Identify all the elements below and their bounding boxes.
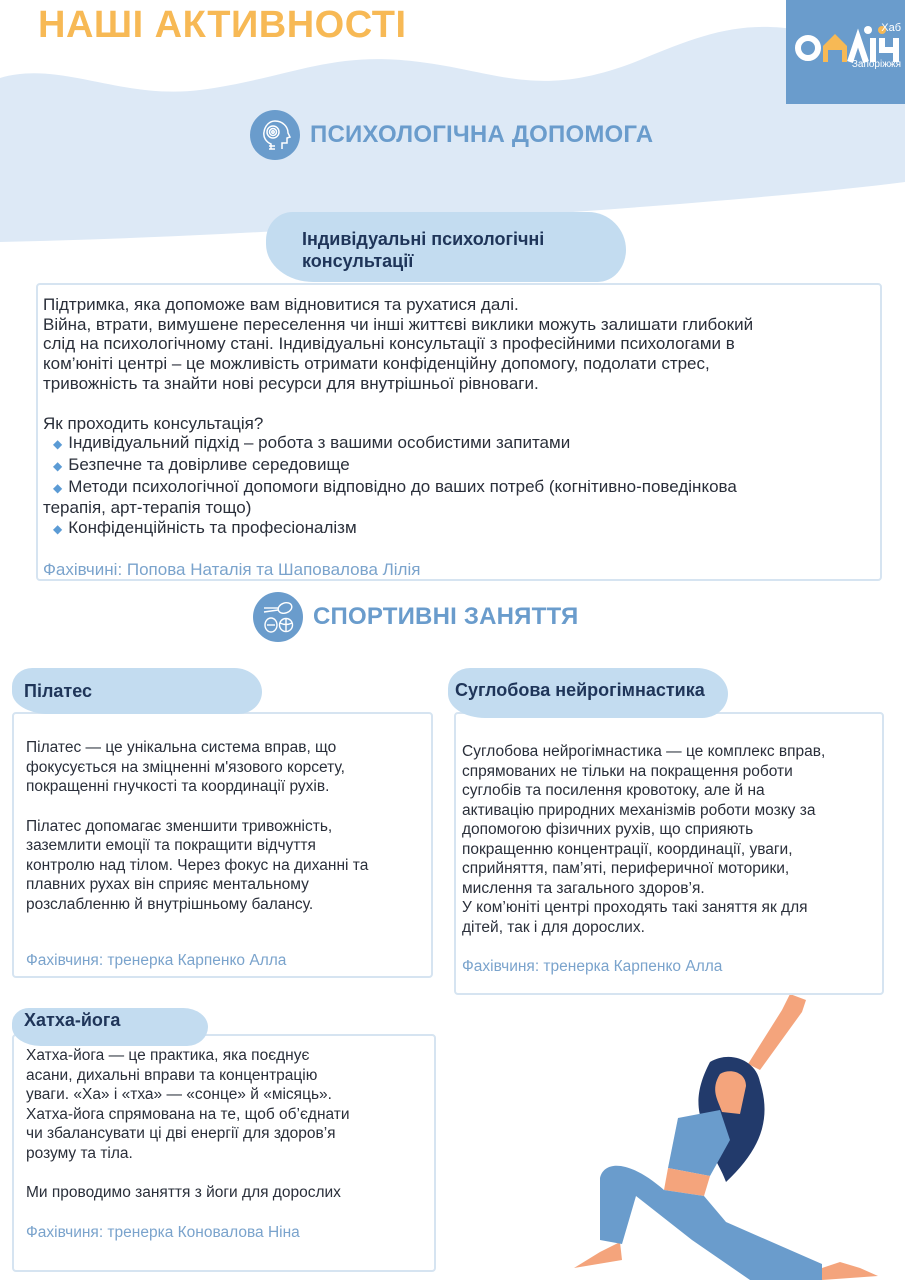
yoga-text-line: розуму та тіла. [26, 1144, 133, 1162]
neuro-text-line: активацію природних механізмів роботи мозку за [462, 801, 816, 819]
yoga-text-line: Хатха-йога спрямована на те, щоб об’єднати [26, 1105, 350, 1123]
hatha-yoga-tag [12, 1008, 208, 1046]
logo-hub-label: Хаб [881, 22, 901, 34]
psych-body-line: Війна, втрати, вимушене переселення чи інші життєві виклики можуть залишати глибокий [43, 314, 754, 334]
neuro-text-line: мислення та загального здоров’я. [462, 879, 705, 897]
psych-bullet: ◆ Індивідуальний підхід – робота з вашими особистими запитами [53, 433, 571, 453]
psych-body-line: тривожність та знайти нові ресурси для внутрішньої рівноваги. [43, 373, 539, 393]
psych-body-line: слід на психологічному стані. Індивідуальні консультації з професійними психологами в [43, 334, 735, 354]
pilates-text-line: контролю над тілом. Через фокус на диханні та [26, 856, 369, 874]
yoga-text-line: Хатха-йога — це практика, яка поєднує [26, 1047, 310, 1064]
diamond-bullet-icon: ◆ [53, 480, 63, 495]
hub-logo [786, 0, 905, 104]
neuro-text-line: Суглобова нейрогімнастика — це комплекс вправ, [462, 743, 826, 760]
pilates-text-line: фокусується на зміцненні м'язового корсету, [26, 758, 345, 776]
psych-bullet-continuation: терапія, арт-терапія тощо) [43, 498, 252, 518]
neuro-gym-card [454, 712, 884, 995]
psych-bullet: ◆ Методи психологічної допомоги відповідно до ваших потреб (когнітивно-поведінкова [53, 476, 737, 496]
yoga-text-line: Ми проводимо заняття з йоги для дорослих [26, 1184, 341, 1201]
sport-section-heading [253, 592, 578, 642]
yoga-text-line: чи збалансувати ці дві енергії для здоров’я [26, 1125, 336, 1142]
diamond-bullet-icon: ◆ [53, 522, 63, 537]
pilates-text-line: Пілатес — це унікальна система вправ, що [26, 739, 337, 756]
psych-how-title: Як проходить консультація? [43, 413, 264, 433]
pilates-specialist: Фахівчиня: тренерка Карпенко Алла [26, 952, 287, 969]
psych-bullet: ◆ Безпечне та довірливе середовище [53, 454, 350, 474]
yoga-woman-illustration [560, 990, 905, 1280]
neuro-text-line: сприйняття, пам’яті, периферичної моторики, [462, 860, 790, 877]
neuro-specialist: Фахівчиня: тренерка Карпенко Алла [462, 958, 723, 975]
neuro-text-line: дітей, так і для дорослих. [462, 918, 645, 936]
yoga-text-line: уваги. «Ха» і «тха» — «сонце» й «місяць». [26, 1086, 332, 1103]
psych-specialists: Фахівчині: Попова Наталія та Шаповалова Лілія [43, 559, 421, 579]
logo-letters [786, 0, 905, 104]
page-title: НАШІ АКТИВНОСТІ [38, 4, 407, 46]
psych-bullet: ◆ Конфіденційність та професіоналізм [53, 518, 357, 538]
psych-section-title: ПСИХОЛОГІЧНА ДОПОМОГА [310, 121, 654, 148]
neuro-gym-title: Суглобова нейрогімнастика [455, 680, 705, 700]
hatha-yoga-card [12, 1034, 436, 1272]
pilates-text-line: заземлити емоції та покращити відчуття [26, 837, 316, 854]
hatha-yoga-title: Хатха-йога [24, 1010, 121, 1030]
diamond-bullet-icon: ◆ [53, 437, 63, 452]
sports-equipment-icon [253, 592, 303, 642]
pilates-text-line: покращенні гнучкості та координації рухів. [26, 778, 330, 795]
neuro-text-line: спрямованих не тільки на покращення роботи [462, 762, 793, 780]
psych-consult-card [36, 283, 882, 581]
psych-intro: Підтримка, яка допоможе вам відновитися та рухатися далі. [43, 295, 519, 314]
neuro-text-line: У ком’юніті центрі проходять такі заняття як для [462, 899, 808, 916]
neuro-text-line: суглобів та посилення кровотоку, але й на [462, 782, 765, 799]
psych-tag-line1: Індивідуальні психологічні [302, 229, 545, 249]
pilates-title: Пілатес [24, 681, 92, 701]
psych-tag-line2: консультації [302, 251, 414, 271]
head-lightbulb-icon [250, 110, 300, 160]
logo-city-label: Запоріжжя [851, 59, 901, 70]
pilates-card [12, 712, 433, 978]
yoga-specialist: Фахівчиня: тренерка Коновалова Ніна [26, 1223, 300, 1241]
pilates-text-line: розслабленню й внутрішньому балансу. [26, 895, 314, 913]
sport-section-title: СПОРТИВНІ ЗАНЯТТЯ [313, 603, 579, 630]
pilates-tag [12, 668, 262, 714]
neuro-text-line: допомогою фізичних рухів, що сприяють [462, 821, 754, 838]
neuro-gym-tag [448, 668, 728, 718]
psych-consult-tag [266, 212, 626, 282]
pilates-text-line: Пілатес допомагає зменшити тривожність, [26, 817, 333, 835]
psych-body-line: ком’юніті центрі – це можливість отримати конфіденційну допомогу, подолати стрес, [43, 354, 710, 374]
pilates-text-line: плавних рухах він сприяє ментальному [26, 876, 309, 893]
neuro-text-line: покращенню концентрації, координації, уваги, [462, 840, 793, 858]
diamond-bullet-icon: ◆ [53, 458, 63, 473]
psych-section-heading [250, 110, 653, 160]
yoga-text-line: асани, дихальні вправи та концентрацію [26, 1066, 318, 1084]
